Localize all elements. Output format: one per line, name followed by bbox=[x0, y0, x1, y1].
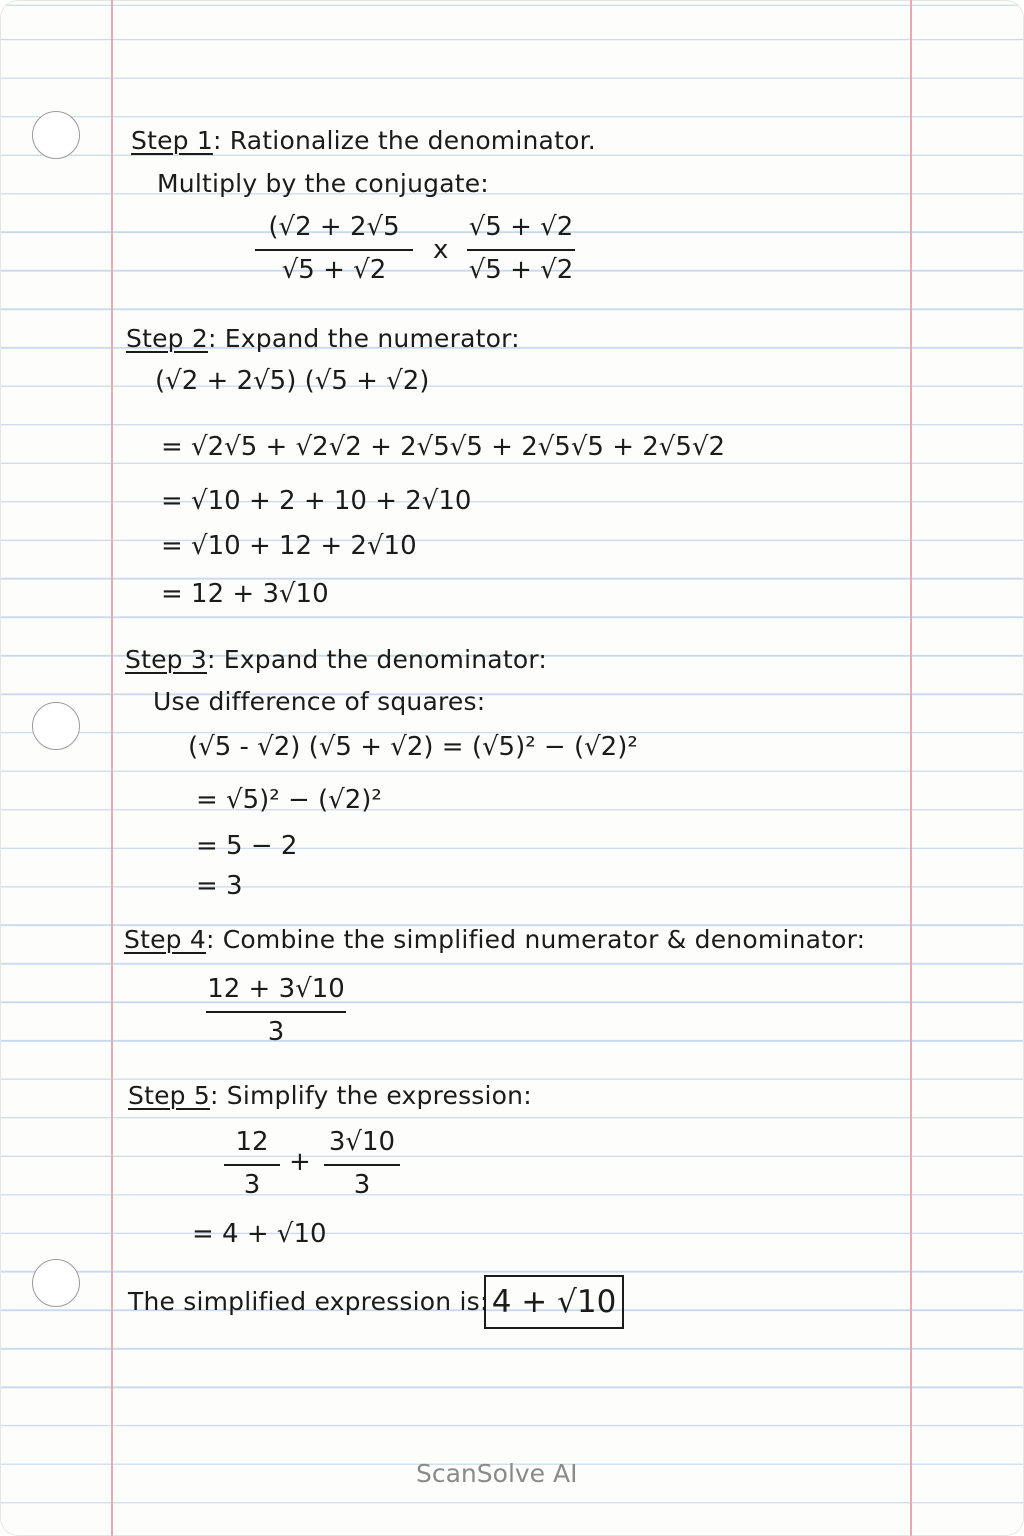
step1-frac1-denominator: √5 + √2 bbox=[281, 254, 387, 285]
step3-subtext: Use difference of squares: bbox=[153, 687, 486, 716]
step1-fraction-1 bbox=[255, 213, 413, 286]
step5-heading bbox=[128, 1082, 532, 1110]
step3-heading bbox=[125, 646, 547, 674]
fraction-bar bbox=[206, 1011, 346, 1013]
fraction-bar bbox=[255, 249, 413, 251]
step3-label: Step 3 bbox=[125, 645, 207, 674]
step2-line-2: = √10 + 2 + 10 + 2√10 bbox=[161, 486, 472, 516]
step2-line-3: = √10 + 12 + 2√10 bbox=[161, 531, 417, 561]
step2-expression: (√2 + 2√5) (√5 + √2) bbox=[155, 366, 430, 396]
step1-text: : Rationalize the denominator. bbox=[212, 126, 596, 155]
step1-fraction-2 bbox=[467, 213, 575, 286]
right-margin-line bbox=[910, 0, 912, 1536]
final-answer-box bbox=[484, 1275, 624, 1329]
step3-line-2: = √5)² − (√2)² bbox=[196, 785, 382, 815]
fraction-bar bbox=[224, 1164, 280, 1166]
step5-text: : Simplify the expression: bbox=[209, 1081, 532, 1110]
step2-label: Step 2 bbox=[126, 324, 208, 353]
step5-fracA-denominator: 3 bbox=[243, 1169, 261, 1200]
step1-subtext: Multiply by the conjugate: bbox=[157, 169, 489, 198]
step5-label: Step 5 bbox=[128, 1081, 210, 1110]
step3-line-4: = 3 bbox=[196, 871, 243, 901]
step4-text: : Combine the simplified numerator & denominator: bbox=[205, 925, 866, 954]
fraction-bar bbox=[467, 249, 575, 251]
step5-fracB-denominator: 3 bbox=[353, 1169, 371, 1200]
step2-line-4: = 12 + 3√10 bbox=[161, 579, 329, 609]
step3-line-1: (√5 - √2) (√5 + √2) = (√5)² − (√2)² bbox=[188, 732, 638, 762]
step1-heading bbox=[131, 127, 596, 155]
final-answer: 4 + √10 bbox=[491, 1284, 617, 1320]
step5-fracB-numerator: 3√10 bbox=[328, 1127, 396, 1157]
left-margin-line bbox=[111, 0, 113, 1536]
step1-label: Step 1 bbox=[131, 126, 213, 155]
step2-line-1: = √2√5 + √2√2 + 2√5√5 + 2√5√5 + 2√5√2 bbox=[161, 432, 726, 462]
step1-frac2-denominator: √5 + √2 bbox=[468, 254, 574, 285]
binder-hole-middle bbox=[32, 702, 80, 750]
step5-fraction-a bbox=[224, 1128, 280, 1201]
step4-heading bbox=[124, 926, 865, 954]
times-sign: x bbox=[433, 235, 449, 265]
step2-text: : Expand the numerator: bbox=[207, 324, 520, 353]
step5-result: = 4 + √10 bbox=[192, 1219, 327, 1249]
step2-heading bbox=[126, 325, 520, 353]
step1-frac1-numerator: (√2 + 2√5 bbox=[268, 212, 400, 242]
fraction-bar bbox=[324, 1164, 400, 1166]
binder-hole-top bbox=[32, 111, 80, 159]
step3-line-3: = 5 − 2 bbox=[196, 831, 298, 861]
step5-fraction-b bbox=[324, 1128, 400, 1201]
step5-plus-sign: + bbox=[289, 1147, 311, 1177]
step4-label: Step 4 bbox=[124, 925, 206, 954]
conclusion-text: The simplified expression is: bbox=[128, 1287, 489, 1316]
scansolve-watermark: ScanSolve AI bbox=[416, 1459, 578, 1488]
step1-frac2-numerator: √5 + √2 bbox=[468, 212, 574, 242]
step4-fraction bbox=[206, 975, 346, 1048]
step4-denominator: 3 bbox=[267, 1016, 285, 1047]
step5-fracA-numerator: 12 bbox=[235, 1127, 269, 1157]
step4-numerator: 12 + 3√10 bbox=[207, 974, 345, 1004]
step3-text: : Expand the denominator: bbox=[206, 645, 547, 674]
binder-hole-bottom bbox=[32, 1259, 80, 1307]
